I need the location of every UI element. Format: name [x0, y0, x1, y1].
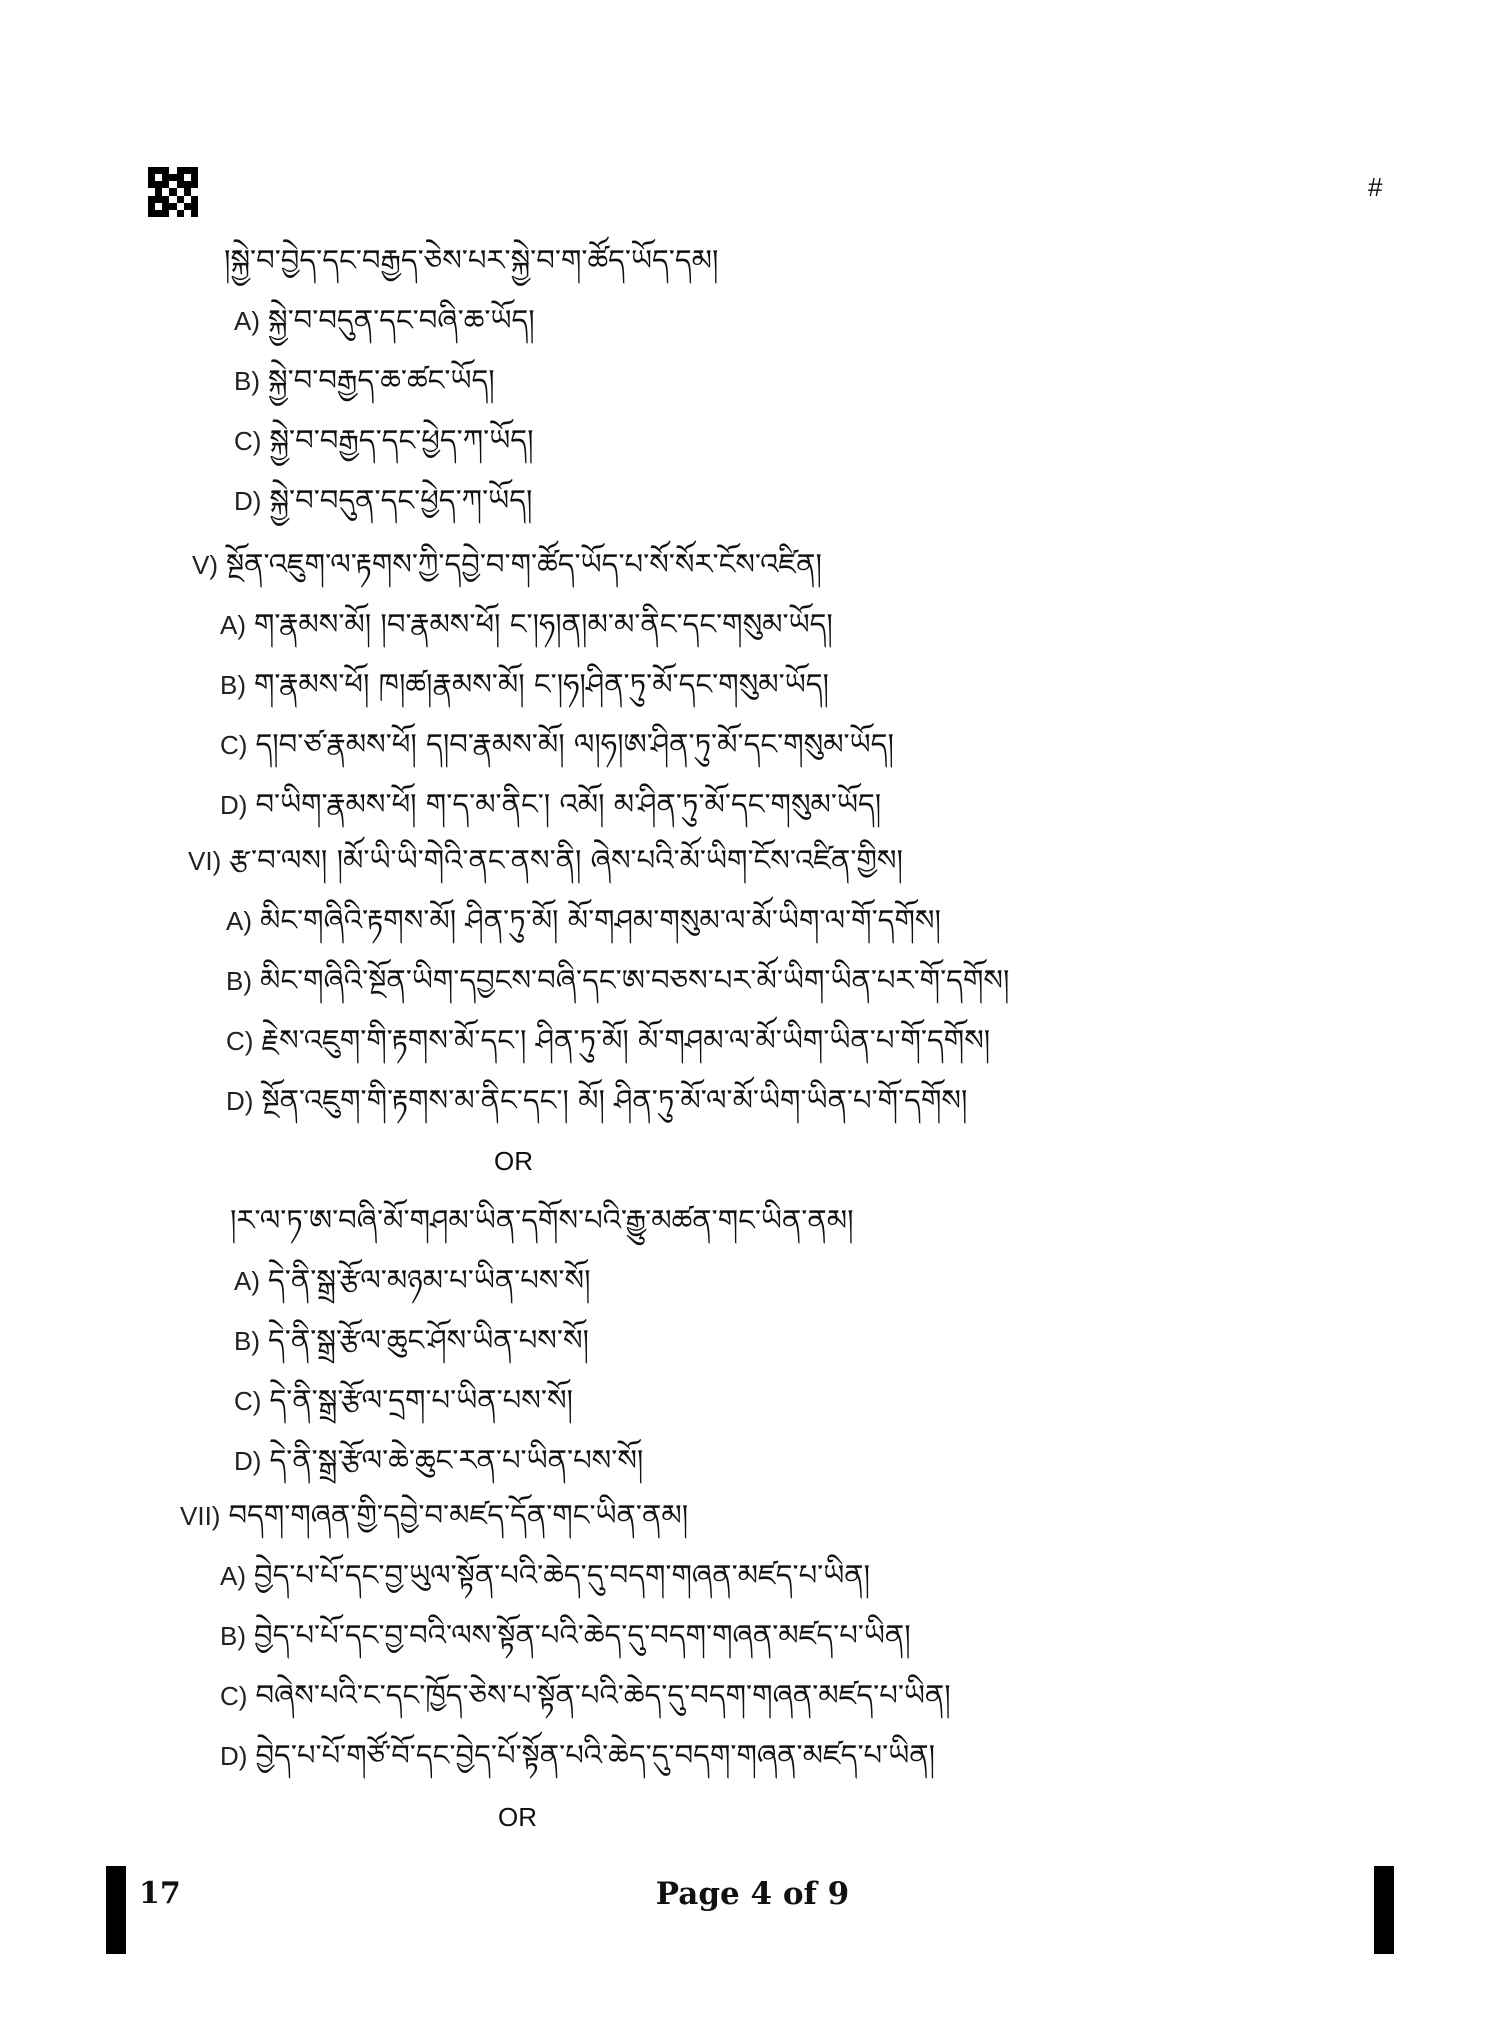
option-d: D) བྱེད་པ་པོ་གཙོ་བོ་དང་བྱེད་པོ་སྟོན་པའི་ཆེད་དུ་བདག་གཞན་མཛད་པ་ཡིན། — [220, 1738, 936, 1772]
option-b: B) མིང་གཞིའི་སྔོན་ཡིག་དབྱངས་བཞི་དང་ཨ་བཅས་པར་མོ་ཡིག་ཡིན་པར་གོ་དགོས། — [226, 963, 1010, 997]
option-a: A) མིང་གཞིའི་རྟགས་མོ། ཤིན་ཏུ་མོ། མོ་གཤམ་གསུམ་ལ་མོ་ཡིག་ལ་གོ་དགོས། — [226, 903, 941, 937]
option-c: C) རྗེས་འཇུག་གི་རྟགས་མོ་དང་། ཤིན་ཏུ་མོ། མོ་གཤམ་ལ་མོ་ཡིག་ཡིན་པ་གོ་དགོས། — [226, 1023, 991, 1057]
page-number: Page 4 of 9 — [655, 1876, 850, 1912]
option-d: D) དེ་ནི་སྒྲ་རྩོལ་ཆེ་ཆུང་རན་པ་ཡིན་པས་སོ། — [234, 1443, 644, 1477]
option-a: A) སྐྱེ་བ་བདུན་དང་བཞི་ཆ་ཡོད། — [234, 303, 535, 337]
question-stem: །ར་ལ་ཏ་ཨ་བཞི་མོ་གཤམ་ཡིན་དགོས་པའི་རྒྱུ་མཚན་གང་ཡིན་ནམ། — [230, 1203, 854, 1237]
question-stem: V) སྔོན་འཇུག་ལ་རྟགས་ཀྱི་དབྱེ་བ་ག་ཚོད་ཡོད་པ་སོ་སོར་ངོས་འཛིན། — [192, 547, 822, 581]
option-b: B) སྐྱེ་བ་བརྒྱད་ཆ་ཚང་ཡོད། — [234, 363, 495, 397]
or-separator: OR — [498, 1802, 537, 1832]
or-separator: OR — [494, 1146, 533, 1176]
option-b: B) དེ་ནི་སྒྲ་རྩོལ་ཆུང་ཤོས་ཡིན་པས་སོ། — [234, 1323, 589, 1357]
option-a: A) བྱེད་པ་པོ་དང་བྱ་ཡུལ་སྟོན་པའི་ཆེད་དུ་བདག་གཞན་མཛད་པ་ཡིན། — [220, 1558, 871, 1592]
page-mark: # — [1368, 172, 1383, 202]
option-c: C) ད།བ་ཙ་རྣམས་ཕོ། ད།བ་རྣམས་མོ། ལ།ཧ།ཨ་ཤིན་ཏུ་མོ་དང་གསུམ་ཡོད། — [220, 727, 894, 761]
option-d: D) སྔོན་འཇུག་གི་རྟགས་མ་ནིང་དང་། མོ། ཤིན་ཏུ་མོ་ལ་མོ་ཡིག་ཡིན་པ་གོ་དགོས། — [226, 1083, 968, 1117]
option-b: B) ག་རྣམས་ཕོ། ཁ།ཚ།རྣམས་མོ། ང་།ཧ།ཤིན་ཏུ་མོ་དང་གསུམ་ཡོད། — [220, 667, 829, 701]
option-a: A) དེ་ནི་སྒྲ་རྩོལ་མཉམ་པ་ཡིན་པས་སོ། — [234, 1263, 591, 1297]
option-a: A) ག་རྣམས་མོ། །བ་རྣམས་ཕོ། ང་།ཧ།ན།མ་མ་ནིང་དང་གསུམ་ཡོད། — [220, 607, 833, 641]
option-c: C) སྐྱེ་བ་བརྒྱད་དང་ཕྱེད་ཀ་ཡོད། — [234, 423, 534, 457]
option-c: C) དེ་ནི་སྒྲ་རྩོལ་དྲག་པ་ཡིན་པས་སོ། — [234, 1383, 573, 1417]
question-stem: VII) བདག་གཞན་གྱི་དབྱེ་བ་མཛད་དོན་གང་ཡིན་ནམ། — [180, 1498, 689, 1532]
paper-code: 17 — [139, 1876, 181, 1911]
option-d: D) སྐྱེ་བ་བདུན་དང་ཕྱེད་ཀ་ཡོད། — [234, 483, 533, 517]
question-stem: VI) རྩ་བ་ལས། །མོ་ཡི་ཡི་གེའི་ནང་ནས་ནི། ཞེས་པའི་མོ་ཡིག་ངོས་འཛིན་གྱིས། — [188, 843, 903, 877]
option-d: D) བ་ཡིག་རྣམས་ཕོ། ག་ད་མ་ནིང་། འམོ། མ་ཤིན་ཏུ་མོ་དང་གསུམ་ཡོད། — [220, 787, 882, 821]
option-c: C) བཞེས་པའི་ང་དང་ཁྱོད་ཅེས་པ་སྟོན་པའི་ཆེད་དུ་བདག་གཞན་མཛད་པ་ཡིན། — [220, 1678, 951, 1712]
option-b: B) བྱེད་པ་པོ་དང་བྱ་བའི་ལས་སྟོན་པའི་ཆེད་དུ་བདག་གཞན་མཛད་པ་ཡིན། — [220, 1618, 911, 1652]
qr-code — [148, 167, 198, 217]
question-stem: །སྐྱེ་བ་བྱེད་དང་བརྒྱད་ཅེས་པར་སྐྱེ་བ་ག་ཚོད་ཡོད་དམ། — [224, 243, 719, 277]
